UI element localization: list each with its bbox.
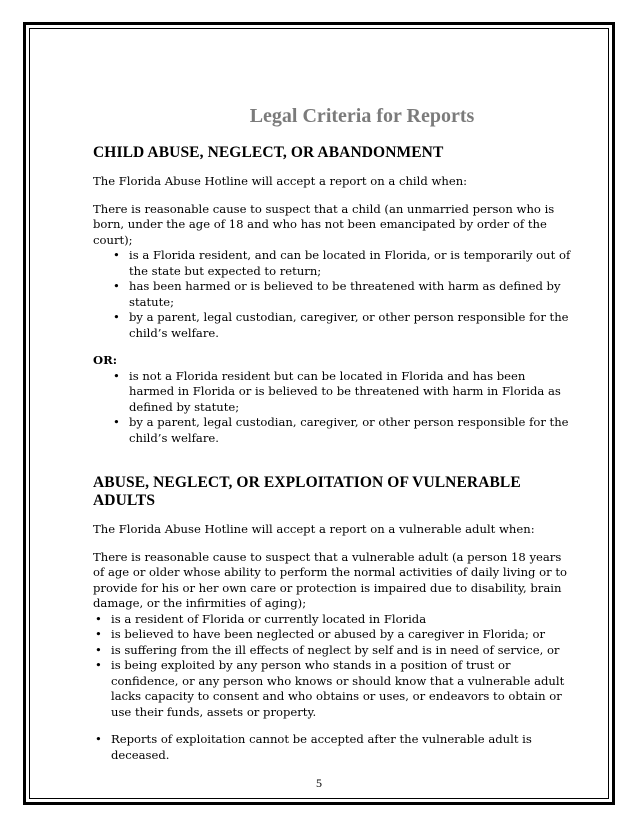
list-item: • by a parent, legal custodian, caregiver, or other person responsible for the child’s welfare.: [93, 415, 571, 446]
child-intro: The Florida Abuse Hotline will accept a report on a child when:: [93, 174, 468, 188]
document-body: [93, 105, 571, 763]
adult-section-heading: ABUSE, NEGLECT, OR EXPLOITATION OF VULNERABLE ADULTS: [93, 474, 521, 509]
adult-final-list: [93, 732, 571, 763]
adult-intro: The Florida Abuse Hotline will accept a report on a vulnerable adult when:: [93, 522, 535, 536]
list-item: • Reports of exploitation cannot be accepted after the vulnerable adult is deceased.: [93, 732, 571, 763]
adult-cause: There is reasonable cause to suspect that a vulnerable adult (a person 18 years of age or older whose ability to perform the normal activities of daily living or to provide for his or her own care or protection is impaired due to disability, brain damage, or the infirmities of aging);: [93, 549, 567, 610]
list-item: • has been harmed or is believed to be threatened with harm as defined by statute;: [93, 279, 571, 310]
page-number: 5: [316, 776, 322, 790]
page-title: Legal Criteria for Reports: [249, 105, 475, 127]
list-item: • is suffering from the ill effects of neglect by self and is in need of service, or: [93, 643, 571, 659]
child-criteria-list: [93, 248, 571, 341]
child-cause: There is reasonable cause to suspect that a child (an unmarried person who is born, under the age of 18 and who has not been emancipated by order of the court);: [93, 201, 555, 247]
list-item: • by a parent, legal custodian, caregiver, or other person responsible for the child’s welfare.: [93, 310, 571, 341]
or-label: OR:: [93, 353, 118, 367]
child-section-heading: CHILD ABUSE, NEGLECT, OR ABANDONMENT: [93, 144, 444, 161]
adult-criteria-list: [93, 612, 571, 721]
list-item: • is believed to have been neglected or abused by a caregiver in Florida; or: [93, 627, 571, 643]
list-item: • is not a Florida resident but can be located in Florida and has been harmed in Florida or is believed to be threatened with harm in Florida as defined by statute;: [93, 369, 571, 416]
child-or-criteria-list: [93, 369, 571, 447]
list-item: • is a Florida resident, and can be located in Florida, or is temporarily out of the state but expected to return;: [93, 248, 571, 279]
list-item: • is being exploited by any person who stands in a position of trust or confidence, or any person who knows or should know that a vulnerable adult lacks capacity to consent and who obtains or uses, or endeavors to obtain or use their funds, assets or property.: [93, 658, 571, 720]
list-item: • is a resident of Florida or currently located in Florida: [93, 612, 571, 628]
